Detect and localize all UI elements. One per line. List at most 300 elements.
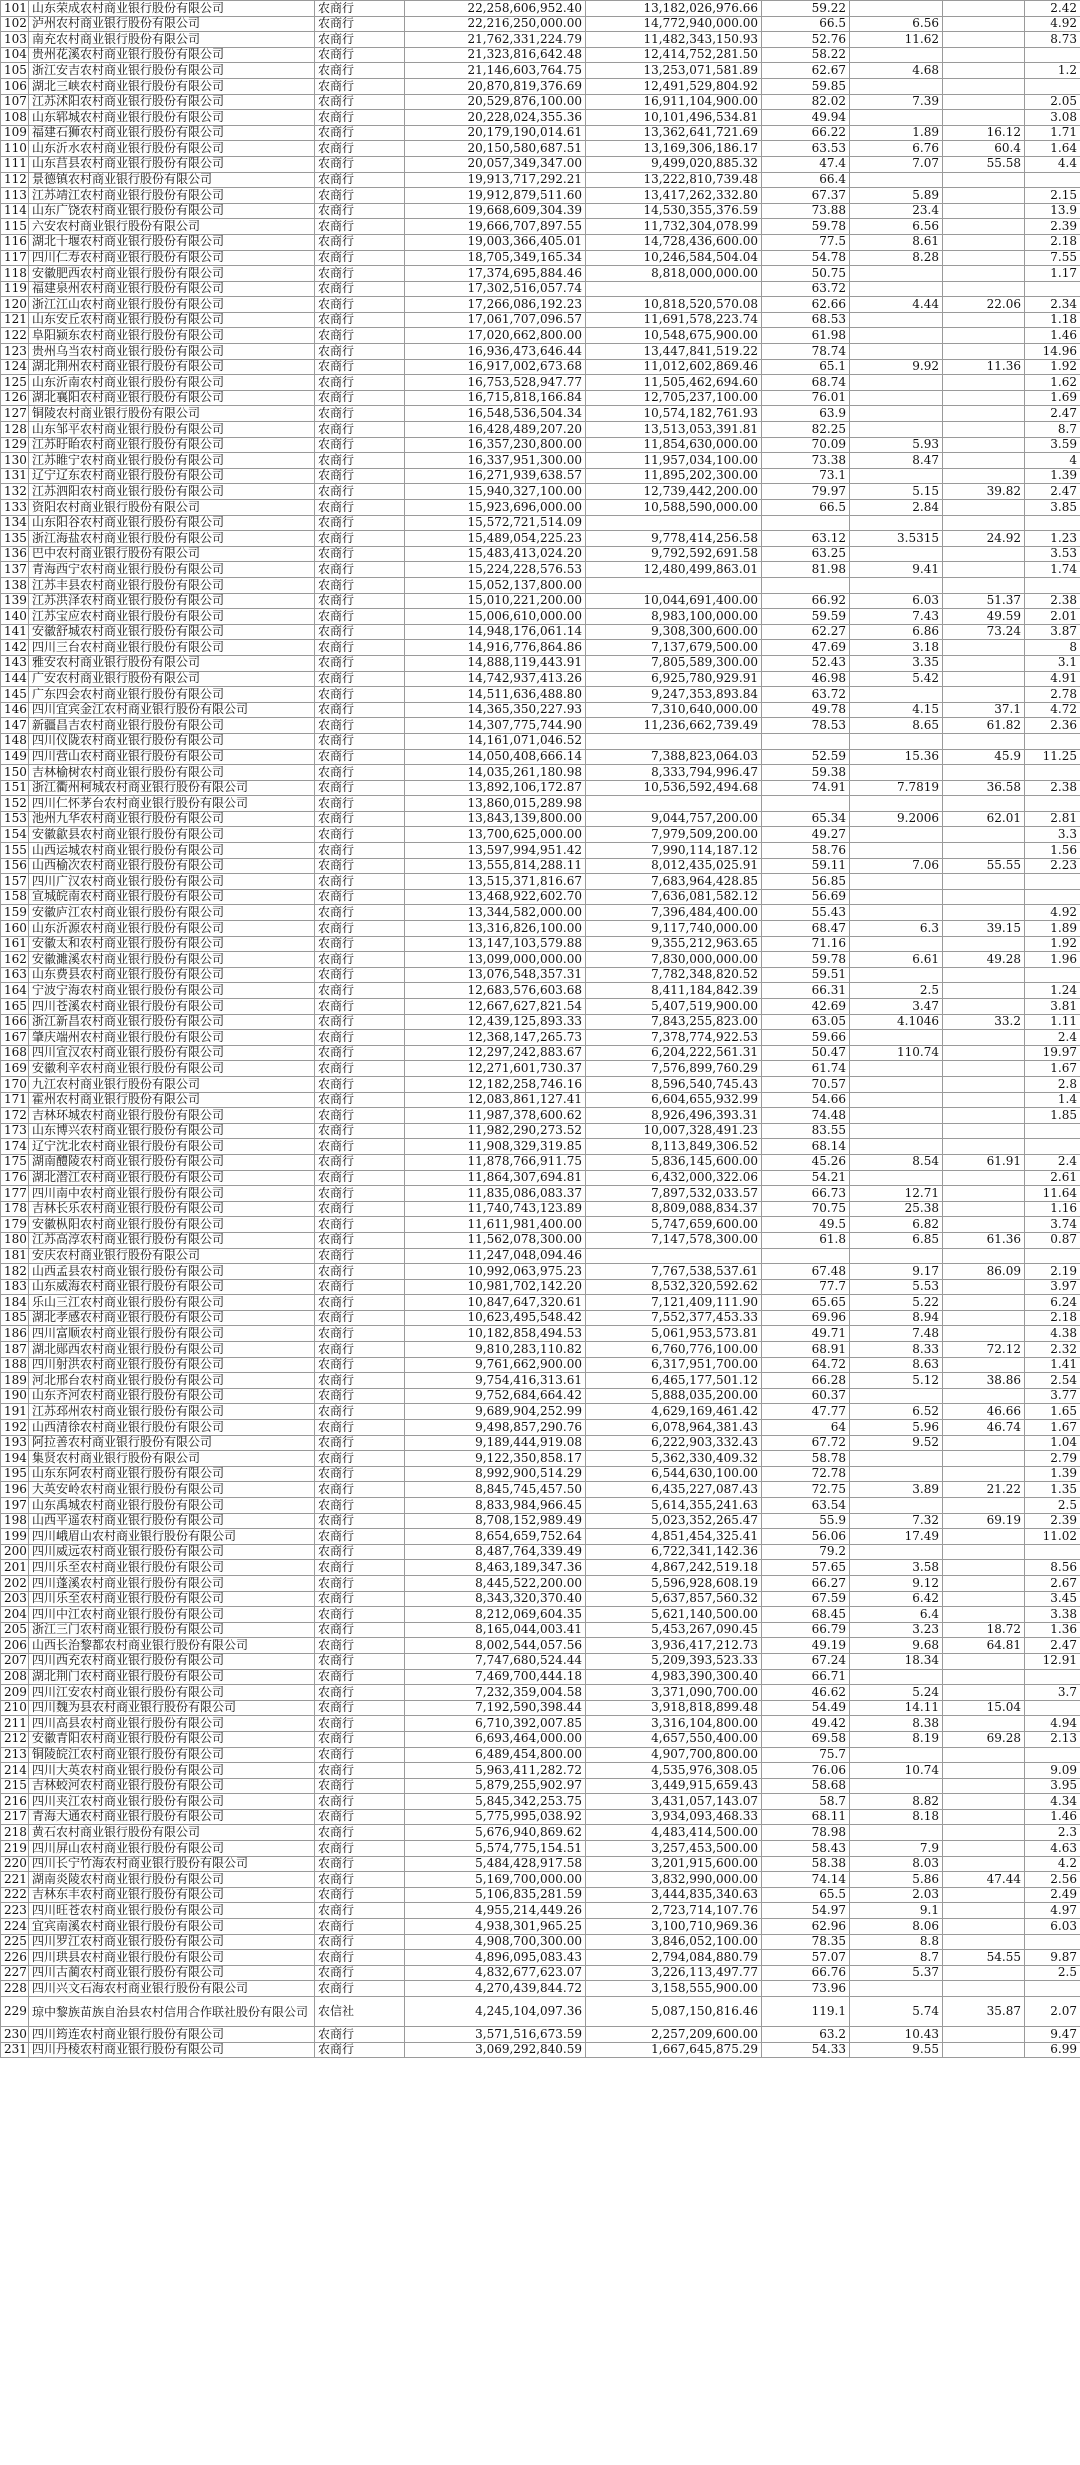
- bank-name-cell: 浙江衢州柯城农村商业银行股份有限公司: [29, 780, 315, 796]
- capital-adequacy-cell: [850, 172, 943, 188]
- loan-deposit-ratio-cell: 46.98: [762, 671, 850, 687]
- capital-adequacy-cell: [850, 577, 943, 593]
- table-row: [1, 655, 1080, 671]
- loan-deposit-ratio-cell: [762, 515, 850, 531]
- total-loans-cell: 4,851,454,325.41: [586, 1529, 762, 1545]
- total-loans-cell: 3,100,710,969.36: [586, 1919, 762, 1935]
- concentration-cell: [943, 546, 1025, 562]
- npl-ratio-cell: [1025, 765, 1080, 781]
- total-assets-cell: 9,752,684,664.42: [405, 1388, 586, 1404]
- table-row: [1, 1591, 1080, 1607]
- total-loans-cell: 4,483,414,500.00: [586, 1825, 762, 1841]
- loan-deposit-ratio-cell: 62.27: [762, 624, 850, 640]
- capital-adequacy-cell: 15.36: [850, 749, 943, 765]
- capital-adequacy-cell: 7.9: [850, 1841, 943, 1857]
- rank-cell: 114: [1, 203, 29, 219]
- npl-ratio-cell: 2.79: [1025, 1451, 1080, 1467]
- bank-name-cell: 浙江江山农村商业银行股份有限公司: [29, 297, 315, 313]
- rank-cell: 171: [1, 1092, 29, 1108]
- capital-adequacy-cell: 5.93: [850, 437, 943, 453]
- total-loans-cell: 8,113,849,306.52: [586, 1139, 762, 1155]
- bank-name-cell: 山东郓城农村商业银行股份有限公司: [29, 110, 315, 126]
- table-row: [1, 188, 1080, 204]
- bank-name-cell: 湖北荆门农村商业银行股份有限公司: [29, 1669, 315, 1685]
- rank-cell: 107: [1, 94, 29, 110]
- npl-ratio-cell: 8.7: [1025, 422, 1080, 438]
- bank-name-cell: 四川仪陇农村商业银行股份有限公司: [29, 733, 315, 749]
- bank-name-cell: 广安农村商业银行股份有限公司: [29, 671, 315, 687]
- total-loans-cell: 6,204,222,561.31: [586, 1045, 762, 1061]
- table-row: [1, 1560, 1080, 1576]
- capital-adequacy-cell: 5.42: [850, 671, 943, 687]
- capital-adequacy-cell: 4.1046: [850, 1014, 943, 1030]
- rank-cell: 224: [1, 1919, 29, 1935]
- npl-ratio-cell: 3.97: [1025, 1279, 1080, 1295]
- npl-ratio-cell: 8.56: [1025, 1560, 1080, 1576]
- total-loans-cell: 10,007,328,491.23: [586, 1123, 762, 1139]
- total-loans-cell: 6,465,177,501.12: [586, 1373, 762, 1389]
- table-row: [1, 1420, 1080, 1436]
- loan-deposit-ratio-cell: 74.91: [762, 780, 850, 796]
- table-body: [1, 1, 1080, 2058]
- concentration-cell: 22.06: [943, 297, 1025, 313]
- npl-ratio-cell: 2.81: [1025, 811, 1080, 827]
- bank-name-cell: 四川筠连农村商业银行股份有限公司: [29, 2027, 315, 2043]
- table-row: [1, 78, 1080, 94]
- concentration-cell: [943, 390, 1025, 406]
- bank-name-cell: 大英安岭农村商业银行股份有限公司: [29, 1482, 315, 1498]
- total-assets-cell: 14,307,775,744.90: [405, 718, 586, 734]
- concentration-cell: [943, 2027, 1025, 2043]
- bank-name-cell: 江苏睢宁农村商业银行股份有限公司: [29, 453, 315, 469]
- total-assets-cell: 20,870,819,376.69: [405, 78, 586, 94]
- loan-deposit-ratio-cell: 82.02: [762, 94, 850, 110]
- bank-type-cell: 农商行: [315, 312, 405, 328]
- loan-deposit-ratio-cell: 83.55: [762, 1123, 850, 1139]
- loan-deposit-ratio-cell: 69.96: [762, 1310, 850, 1326]
- total-assets-cell: 15,572,721,514.09: [405, 515, 586, 531]
- total-loans-cell: 4,629,169,461.42: [586, 1404, 762, 1420]
- bank-name-cell: 江苏泗阳农村商业银行股份有限公司: [29, 484, 315, 500]
- bank-type-cell: 农商行: [315, 1685, 405, 1701]
- bank-name-cell: 湖南醴陵农村商业银行股份有限公司: [29, 1154, 315, 1170]
- total-assets-cell: 11,835,086,083.37: [405, 1186, 586, 1202]
- total-loans-cell: [586, 733, 762, 749]
- loan-deposit-ratio-cell: 62.96: [762, 1919, 850, 1935]
- npl-ratio-cell: 11.02: [1025, 1529, 1080, 1545]
- bank-name-cell: 四川威远农村商业银行股份有限公司: [29, 1544, 315, 1560]
- capital-adequacy-cell: [850, 874, 943, 890]
- table-row: [1, 2042, 1080, 2058]
- capital-adequacy-cell: [850, 406, 943, 422]
- bank-name-cell: 四川仁寿农村商业银行股份有限公司: [29, 250, 315, 266]
- bank-type-cell: 农商行: [315, 47, 405, 63]
- table-row: [1, 1513, 1080, 1529]
- table-row: [1, 1154, 1080, 1170]
- concentration-cell: 69.19: [943, 1513, 1025, 1529]
- total-loans-cell: 4,983,390,300.40: [586, 1669, 762, 1685]
- loan-deposit-ratio-cell: 65.5: [762, 1887, 850, 1903]
- loan-deposit-ratio-cell: 67.24: [762, 1653, 850, 1669]
- table-row: [1, 1794, 1080, 1810]
- loan-deposit-ratio-cell: 65.65: [762, 1295, 850, 1311]
- bank-type-cell: 农商行: [315, 1404, 405, 1420]
- table-row: [1, 1014, 1080, 1030]
- npl-ratio-cell: 7.55: [1025, 250, 1080, 266]
- concentration-cell: [943, 1451, 1025, 1467]
- rank-cell: 227: [1, 1965, 29, 1981]
- capital-adequacy-cell: 5.15: [850, 484, 943, 500]
- total-assets-cell: 5,676,940,869.62: [405, 1825, 586, 1841]
- loan-deposit-ratio-cell: 68.45: [762, 1607, 850, 1623]
- total-loans-cell: 5,087,150,816.46: [586, 1997, 762, 2027]
- loan-deposit-ratio-cell: 68.47: [762, 921, 850, 937]
- bank-type-cell: 农商行: [315, 655, 405, 671]
- bank-type-cell: 农商行: [315, 718, 405, 734]
- table-row: [1, 1903, 1080, 1919]
- bank-type-cell: 农商行: [315, 1763, 405, 1779]
- loan-deposit-ratio-cell: 59.38: [762, 765, 850, 781]
- concentration-cell: [943, 765, 1025, 781]
- bank-name-cell: 辽宁辽东农村商业银行股份有限公司: [29, 468, 315, 484]
- bank-type-cell: 农商行: [315, 1076, 405, 1092]
- table-row: [1, 1669, 1080, 1685]
- npl-ratio-cell: 13.9: [1025, 203, 1080, 219]
- npl-ratio-cell: 0.87: [1025, 1232, 1080, 1248]
- loan-deposit-ratio-cell: 60.37: [762, 1388, 850, 1404]
- total-assets-cell: 20,057,349,347.00: [405, 156, 586, 172]
- total-loans-cell: 6,604,655,932.99: [586, 1092, 762, 1108]
- capital-adequacy-cell: 9.1: [850, 1903, 943, 1919]
- npl-ratio-cell: 1.16: [1025, 1201, 1080, 1217]
- concentration-cell: [943, 468, 1025, 484]
- table-row: [1, 1965, 1080, 1981]
- total-assets-cell: 15,483,413,024.20: [405, 546, 586, 562]
- capital-adequacy-cell: 18.34: [850, 1653, 943, 1669]
- npl-ratio-cell: 1.64: [1025, 141, 1080, 157]
- bank-name-cell: 四川屏山农村商业银行股份有限公司: [29, 1841, 315, 1857]
- concentration-cell: [943, 1498, 1025, 1514]
- total-assets-cell: 17,302,516,057.74: [405, 281, 586, 297]
- bank-type-cell: 农商行: [315, 1887, 405, 1903]
- total-assets-cell: 13,099,000,000.00: [405, 952, 586, 968]
- concentration-cell: [943, 1981, 1025, 1997]
- total-assets-cell: 15,224,228,576.53: [405, 562, 586, 578]
- total-loans-cell: 7,121,409,111.90: [586, 1295, 762, 1311]
- concentration-cell: 61.82: [943, 718, 1025, 734]
- concentration-cell: [943, 1092, 1025, 1108]
- bank-name-cell: 辽宁沈北农村商业银行股份有限公司: [29, 1139, 315, 1155]
- total-assets-cell: 7,232,359,004.58: [405, 1685, 586, 1701]
- table-row: [1, 484, 1080, 500]
- bank-name-cell: 湖北潜江农村商业银行股份有限公司: [29, 1170, 315, 1186]
- npl-ratio-cell: 1.46: [1025, 1809, 1080, 1825]
- bank-name-cell: 四川宣汉农村商业银行股份有限公司: [29, 1045, 315, 1061]
- total-assets-cell: 3,571,516,673.59: [405, 2027, 586, 2043]
- bank-type-cell: 农商行: [315, 1778, 405, 1794]
- npl-ratio-cell: 2.3: [1025, 1825, 1080, 1841]
- rank-cell: 124: [1, 359, 29, 375]
- loan-deposit-ratio-cell: 56.85: [762, 874, 850, 890]
- total-loans-cell: 10,101,496,534.81: [586, 110, 762, 126]
- rank-cell: 128: [1, 422, 29, 438]
- capital-adequacy-cell: [850, 1076, 943, 1092]
- bank-type-cell: 农商行: [315, 78, 405, 94]
- bank-type-cell: 农商行: [315, 63, 405, 79]
- total-assets-cell: 14,916,776,864.86: [405, 640, 586, 656]
- bank-name-cell: 宁波宁海农村商业银行股份有限公司: [29, 983, 315, 999]
- npl-ratio-cell: 4.97: [1025, 1903, 1080, 1919]
- total-loans-cell: 7,388,823,064.03: [586, 749, 762, 765]
- table-row: [1, 1326, 1080, 1342]
- npl-ratio-cell: 2.13: [1025, 1731, 1080, 1747]
- concentration-cell: [943, 422, 1025, 438]
- capital-adequacy-cell: 4.44: [850, 297, 943, 313]
- table-row: [1, 141, 1080, 157]
- loan-deposit-ratio-cell: 66.73: [762, 1186, 850, 1202]
- bank-type-cell: 农商行: [315, 1950, 405, 1966]
- rank-cell: 104: [1, 47, 29, 63]
- bank-name-cell: 四川珙县农村商业银行股份有限公司: [29, 1950, 315, 1966]
- loan-deposit-ratio-cell: 77.5: [762, 234, 850, 250]
- table-row: [1, 422, 1080, 438]
- total-assets-cell: 12,439,125,893.33: [405, 1014, 586, 1030]
- bank-name-cell: 吉林蛟河农村商业银行股份有限公司: [29, 1778, 315, 1794]
- total-assets-cell: 19,666,707,897.55: [405, 219, 586, 235]
- capital-adequacy-cell: 3.47: [850, 999, 943, 1015]
- rank-cell: 215: [1, 1778, 29, 1794]
- concentration-cell: [943, 203, 1025, 219]
- concentration-cell: [943, 219, 1025, 235]
- concentration-cell: [943, 515, 1025, 531]
- npl-ratio-cell: [1025, 1123, 1080, 1139]
- total-loans-cell: 7,830,000,000.00: [586, 952, 762, 968]
- table-row: [1, 1295, 1080, 1311]
- total-loans-cell: 10,588,590,000.00: [586, 500, 762, 516]
- total-loans-cell: 14,772,940,000.00: [586, 16, 762, 32]
- npl-ratio-cell: 4.34: [1025, 1794, 1080, 1810]
- table-row: [1, 63, 1080, 79]
- npl-ratio-cell: 1.62: [1025, 375, 1080, 391]
- capital-adequacy-cell: 6.42: [850, 1591, 943, 1607]
- concentration-cell: [943, 874, 1025, 890]
- rank-cell: 182: [1, 1264, 29, 1280]
- table-row: [1, 47, 1080, 63]
- bank-name-cell: 四川射洪农村商业银行股份有限公司: [29, 1357, 315, 1373]
- loan-deposit-ratio-cell: 54.97: [762, 1903, 850, 1919]
- npl-ratio-cell: 6.24: [1025, 1295, 1080, 1311]
- rank-cell: 119: [1, 281, 29, 297]
- table-row: [1, 1435, 1080, 1451]
- loan-deposit-ratio-cell: 58.68: [762, 1778, 850, 1794]
- rank-cell: 149: [1, 749, 29, 765]
- npl-ratio-cell: 2.8: [1025, 1076, 1080, 1092]
- npl-ratio-cell: 8: [1025, 640, 1080, 656]
- loan-deposit-ratio-cell: 46.62: [762, 1685, 850, 1701]
- npl-ratio-cell: [1025, 1700, 1080, 1716]
- bank-type-cell: 农商行: [315, 858, 405, 874]
- rank-cell: 177: [1, 1186, 29, 1202]
- loan-deposit-ratio-cell: 54.33: [762, 2042, 850, 2058]
- bank-type-cell: 农商行: [315, 1170, 405, 1186]
- rank-cell: 152: [1, 796, 29, 812]
- capital-adequacy-cell: 17.49: [850, 1529, 943, 1545]
- bank-name-cell: 青海西宁农村商业银行股份有限公司: [29, 562, 315, 578]
- loan-deposit-ratio-cell: 72.78: [762, 1466, 850, 1482]
- total-assets-cell: 22,216,250,000.00: [405, 16, 586, 32]
- concentration-cell: 69.28: [943, 1731, 1025, 1747]
- rank-cell: 141: [1, 624, 29, 640]
- total-loans-cell: 9,792,592,691.58: [586, 546, 762, 562]
- npl-ratio-cell: 9.47: [1025, 2027, 1080, 2043]
- total-loans-cell: 3,371,090,700.00: [586, 1685, 762, 1701]
- total-assets-cell: 8,002,544,057.56: [405, 1638, 586, 1654]
- total-assets-cell: 8,487,764,339.49: [405, 1544, 586, 1560]
- total-assets-cell: 20,529,876,100.00: [405, 94, 586, 110]
- concentration-cell: [943, 63, 1025, 79]
- bank-type-cell: 农商行: [315, 1201, 405, 1217]
- bank-name-cell: 贵州乌当农村商业银行股份有限公司: [29, 344, 315, 360]
- rank-cell: 222: [1, 1887, 29, 1903]
- bank-name-cell: 安徽枞阳农村商业银行股份有限公司: [29, 1217, 315, 1233]
- capital-adequacy-cell: [850, 546, 943, 562]
- total-loans-cell: 9,778,414,256.58: [586, 531, 762, 547]
- rank-cell: 115: [1, 219, 29, 235]
- total-assets-cell: 14,948,176,061.14: [405, 624, 586, 640]
- rank-cell: 161: [1, 936, 29, 952]
- rank-cell: 211: [1, 1716, 29, 1732]
- npl-ratio-cell: 3.38: [1025, 1607, 1080, 1623]
- table-row: [1, 1872, 1080, 1888]
- loan-deposit-ratio-cell: 75.7: [762, 1747, 850, 1763]
- total-loans-cell: 7,782,348,820.52: [586, 967, 762, 983]
- table-row: [1, 952, 1080, 968]
- concentration-cell: [943, 78, 1025, 94]
- total-assets-cell: 11,611,981,400.00: [405, 1217, 586, 1233]
- total-loans-cell: 11,482,343,150.93: [586, 32, 762, 48]
- total-assets-cell: 17,061,707,096.57: [405, 312, 586, 328]
- rank-cell: 195: [1, 1466, 29, 1482]
- bank-type-cell: 农商行: [315, 843, 405, 859]
- bank-type-cell: 农商行: [315, 390, 405, 406]
- loan-deposit-ratio-cell: 52.76: [762, 32, 850, 48]
- loan-deposit-ratio-cell: 66.5: [762, 500, 850, 516]
- bank-type-cell: 农商行: [315, 1342, 405, 1358]
- table-row: [1, 1404, 1080, 1420]
- capital-adequacy-cell: 9.55: [850, 2042, 943, 2058]
- npl-ratio-cell: 1.46: [1025, 328, 1080, 344]
- npl-ratio-cell: 3.08: [1025, 110, 1080, 126]
- rank-cell: 174: [1, 1139, 29, 1155]
- bank-type-cell: 农商行: [315, 375, 405, 391]
- total-assets-cell: 20,179,190,014.61: [405, 125, 586, 141]
- bank-type-cell: 农商行: [315, 921, 405, 937]
- loan-deposit-ratio-cell: 66.76: [762, 1965, 850, 1981]
- total-assets-cell: 15,010,221,200.00: [405, 593, 586, 609]
- total-assets-cell: 11,864,307,694.81: [405, 1170, 586, 1186]
- rank-cell: 229: [1, 1997, 29, 2027]
- total-assets-cell: 15,940,327,100.00: [405, 484, 586, 500]
- npl-ratio-cell: [1025, 733, 1080, 749]
- bank-type-cell: 农商行: [315, 531, 405, 547]
- rank-cell: 129: [1, 437, 29, 453]
- capital-adequacy-cell: [850, 1388, 943, 1404]
- concentration-cell: 39.15: [943, 921, 1025, 937]
- total-loans-cell: 7,990,114,187.12: [586, 843, 762, 859]
- total-loans-cell: 3,934,093,468.33: [586, 1809, 762, 1825]
- capital-adequacy-cell: 5.89: [850, 188, 943, 204]
- total-assets-cell: 17,374,695,884.46: [405, 266, 586, 282]
- bank-name-cell: 四川魏为县农村商业银行股份有限公司: [29, 1700, 315, 1716]
- total-assets-cell: 5,106,835,281.59: [405, 1887, 586, 1903]
- total-assets-cell: 8,654,659,752.64: [405, 1529, 586, 1545]
- rank-cell: 134: [1, 515, 29, 531]
- total-loans-cell: 5,023,352,265.47: [586, 1513, 762, 1529]
- concentration-cell: [943, 312, 1025, 328]
- npl-ratio-cell: 12.91: [1025, 1653, 1080, 1669]
- capital-adequacy-cell: 25.38: [850, 1201, 943, 1217]
- capital-adequacy-cell: 3.18: [850, 640, 943, 656]
- total-assets-cell: 13,860,015,289.98: [405, 796, 586, 812]
- loan-deposit-ratio-cell: 55.9: [762, 1513, 850, 1529]
- table-row: [1, 1451, 1080, 1467]
- total-assets-cell: 17,266,086,192.23: [405, 297, 586, 313]
- concentration-cell: [943, 1716, 1025, 1732]
- table-row: [1, 312, 1080, 328]
- capital-adequacy-cell: 7.32: [850, 1513, 943, 1529]
- concentration-cell: 46.74: [943, 1420, 1025, 1436]
- table-row: [1, 1529, 1080, 1545]
- bank-type-cell: 农商行: [315, 16, 405, 32]
- total-assets-cell: 16,715,818,166.84: [405, 390, 586, 406]
- table-row: [1, 234, 1080, 250]
- rank-cell: 120: [1, 297, 29, 313]
- bank-type-cell: 农商行: [315, 749, 405, 765]
- npl-ratio-cell: 3.7: [1025, 1685, 1080, 1701]
- table-row: [1, 1, 1080, 17]
- table-row: [1, 936, 1080, 952]
- loan-deposit-ratio-cell: 71.16: [762, 936, 850, 952]
- table-row: [1, 1778, 1080, 1794]
- npl-ratio-cell: [1025, 1934, 1080, 1950]
- npl-ratio-cell: [1025, 281, 1080, 297]
- npl-ratio-cell: 3.59: [1025, 437, 1080, 453]
- npl-ratio-cell: 2.67: [1025, 1575, 1080, 1591]
- npl-ratio-cell: 2.56: [1025, 1872, 1080, 1888]
- concentration-cell: [943, 1669, 1025, 1685]
- table-row: [1, 1825, 1080, 1841]
- total-assets-cell: 8,165,044,003.41: [405, 1622, 586, 1638]
- bank-type-cell: 农商行: [315, 1186, 405, 1202]
- bank-type-cell: 农商行: [315, 1123, 405, 1139]
- bank-name-cell: 贵州花溪农村商业银行股份有限公司: [29, 47, 315, 63]
- total-loans-cell: 8,411,184,842.39: [586, 983, 762, 999]
- capital-adequacy-cell: 8.7: [850, 1950, 943, 1966]
- table-row: [1, 718, 1080, 734]
- total-loans-cell: 7,767,538,537.61: [586, 1264, 762, 1280]
- total-assets-cell: 9,689,904,252.99: [405, 1404, 586, 1420]
- npl-ratio-cell: 2.42: [1025, 1, 1080, 17]
- bank-type-cell: 农商行: [315, 359, 405, 375]
- concentration-cell: [943, 1123, 1025, 1139]
- capital-adequacy-cell: 2.5: [850, 983, 943, 999]
- capital-adequacy-cell: 5.22: [850, 1295, 943, 1311]
- table-row: [1, 172, 1080, 188]
- bank-name-cell: 湖北荆州农村商业银行股份有限公司: [29, 359, 315, 375]
- table-row: [1, 827, 1080, 843]
- concentration-cell: [943, 1045, 1025, 1061]
- concentration-cell: 55.55: [943, 858, 1025, 874]
